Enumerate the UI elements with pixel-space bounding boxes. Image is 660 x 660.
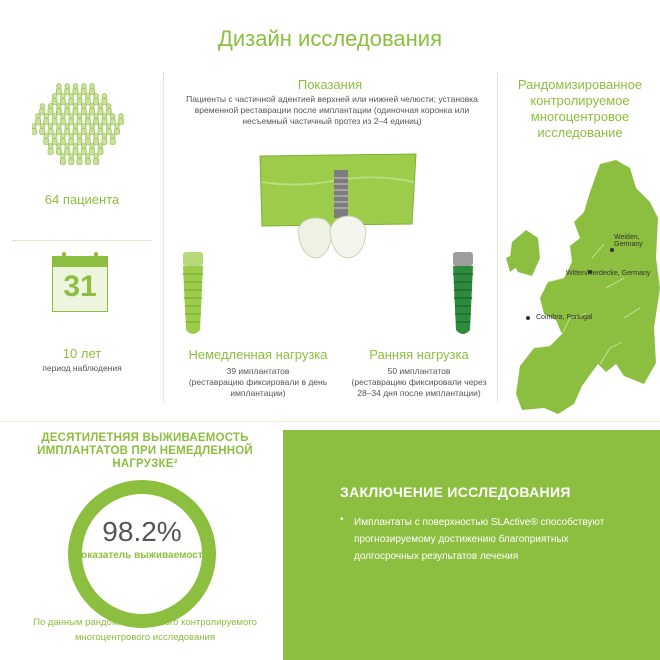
person-icon [73,144,78,149]
person-icon [77,118,82,124]
person-icon [57,124,62,129]
person-icon [94,138,99,144]
person-icon [65,124,70,129]
follow-up-years: 10 лет [62,346,102,361]
person-icon [52,138,57,144]
person-icon [52,134,57,139]
person-icon [65,128,70,134]
person-icon [73,124,78,129]
person-icon [94,114,99,119]
person-icon [52,114,57,119]
survival-label: показатель выживаемости [75,550,209,561]
person-icon [73,88,78,94]
person-icon [44,114,49,119]
person-icon [40,104,45,109]
implant-light-icon [180,252,206,338]
person-icon [81,84,86,89]
person-icon [61,134,66,139]
person-icon [98,144,103,149]
divider-left [163,72,164,402]
person-icon [48,144,53,149]
person-icon [90,148,95,154]
person-icon [56,148,61,154]
follow-up-label: период наблюдения [42,363,122,373]
person-icon [48,128,53,134]
survival-title: ДЕСЯТИЛЕТНЯЯ ВЫЖИВАЕМОСТЬ ИМПЛАНТАТОВ ПРИ НЕМЕДЛЕННОЙ НАГРУЗКЕ² [37,432,253,470]
person-icon [40,128,45,134]
person-icon [90,84,95,89]
person-icon [106,104,111,109]
person-icon [90,108,95,114]
person-icon [110,134,115,139]
person-icon [94,98,99,104]
person-icon [56,108,61,114]
person-icon [85,134,90,139]
person-icon [90,144,95,149]
person-icon [65,148,70,154]
indications-text: Пациенты с частичной адентией верхней или нижней челюсти; установка временной реставрации после имплантации (одиночная коронка или несъемный частичный протез из 2–4 единиц) [186,94,478,126]
patients-count: 64 пациента [44,192,120,207]
person-icon [57,144,62,149]
person-icon [52,94,57,99]
person-icon [85,154,90,159]
person-icon [73,128,78,134]
person-icon [81,144,86,149]
survival-value: 98.2% [102,516,182,547]
person-icon [94,118,99,124]
person-icon [81,124,86,129]
bottom-divider [0,421,660,422]
person-icon [48,148,53,154]
person-icon [102,98,107,104]
europe-map [504,158,660,420]
person-icon [36,114,41,119]
person-icon [102,94,107,99]
person-icon [65,108,70,114]
person-icon [77,94,82,99]
person-icon [40,124,45,129]
person-icon [73,148,78,154]
person-icon [81,148,86,154]
study-type: Рандомизированное контролируемое многоцентровое исследование [517,77,643,140]
person-icon [69,138,74,144]
person-icon [102,134,107,139]
person-icon [90,124,95,129]
person-icon [90,128,95,134]
person-icon [44,118,49,124]
person-icon [65,104,70,109]
person-icon [102,118,107,124]
person-icon [73,84,78,89]
bullet-icon: • [340,514,344,525]
person-icon [69,94,74,99]
person-icon [85,158,90,164]
person-icon [90,88,95,94]
person-icon [77,158,82,164]
patients-group-icon [32,80,132,170]
divider-right [497,72,498,402]
immediate-load-count: 39 имплантатов [226,366,290,376]
person-icon [94,134,99,139]
person-icon [98,128,103,134]
person-icon [32,124,36,129]
person-icon [81,104,86,109]
city-witten: Witten/Herdecke, Germany [566,270,651,277]
person-icon [60,138,65,144]
person-icon [52,118,57,124]
city-weiden: Weiden, Germany [614,234,643,248]
person-icon [106,108,111,114]
person-icon [69,114,74,119]
person-icon [56,128,61,134]
calendar-icon [52,252,108,312]
person-icon [98,104,103,109]
person-icon [77,114,82,119]
person-icon [85,98,90,104]
jaw-implant-illustration [258,152,418,262]
implant-dark-icon [450,252,476,338]
person-icon [98,124,103,129]
person-icon [52,98,57,104]
person-icon [48,124,53,129]
immediate-load-title: Немедленная нагрузка [188,347,328,362]
person-icon [60,158,65,164]
person-icon [32,128,37,134]
conclusion-title: ЗАКЛЮЧЕНИЕ ИССЛЕДОВАНИЯ [340,484,571,500]
person-icon [69,158,74,164]
divider-left-horizontal [12,240,152,241]
person-icon [114,128,119,134]
person-icon [77,134,82,139]
person-icon [81,108,86,114]
person-icon [69,98,74,104]
person-icon [94,154,99,159]
person-icon [115,124,120,129]
indications-title: Показания [297,77,363,92]
early-load-title: Ранняя нагрузка [369,347,469,362]
calendar-day: 31 [63,270,97,303]
person-icon [69,134,74,139]
person-icon [73,104,78,109]
person-icon [61,94,66,99]
person-icon [81,88,86,94]
person-icon [40,108,45,114]
person-icon [57,104,62,109]
person-icon [94,158,99,164]
person-icon [65,88,70,94]
person-icon [48,108,53,114]
person-icon [44,134,49,139]
city-coimbra: Coimbra, Portugal [536,314,593,321]
person-icon [61,114,66,119]
page-title: Дизайн исследования [217,26,443,51]
person-icon [106,128,111,134]
person-icon [77,98,82,104]
early-load-count: 50 имплантатов [387,366,451,376]
survival-source: По данным рандомизированного контролируемого многоцентрового исследования [33,617,257,643]
person-icon [65,144,70,149]
person-icon [77,154,82,159]
person-icon [56,88,61,94]
early-load-detail: (реставрацию фиксировали через 28–34 дня после имплантации) [351,377,487,398]
person-icon [119,114,124,119]
person-icon [94,94,99,99]
person-icon [102,114,107,119]
person-icon [85,114,90,119]
person-icon [73,108,78,114]
person-icon [110,138,115,144]
person-icon [85,118,90,124]
person-icon [57,84,62,89]
person-icon [48,104,53,109]
person-icon [110,118,115,124]
person-icon [102,138,107,144]
person-icon [60,118,65,124]
conclusion-text: Имплантаты с поверхностью SLActive® способствуют прогнозируемому достижению благоприятных долгосрочных результатов лечения [354,517,605,562]
person-icon [85,94,90,99]
person-icon [118,118,123,124]
person-icon [110,114,115,119]
person-icon [44,138,49,144]
person-icon [77,138,82,144]
person-icon [98,148,103,154]
person-icon [81,128,86,134]
person-icon [98,108,103,114]
person-icon [85,138,90,144]
person-icon [106,124,111,129]
person-icon [60,98,65,104]
person-icon [61,154,66,159]
person-icon [69,154,74,159]
person-icon [65,84,70,89]
immediate-load-detail: (реставрацию фиксировали в день имплантации) [188,377,328,398]
person-icon [69,118,74,124]
person-icon [35,118,40,124]
person-icon [90,104,95,109]
